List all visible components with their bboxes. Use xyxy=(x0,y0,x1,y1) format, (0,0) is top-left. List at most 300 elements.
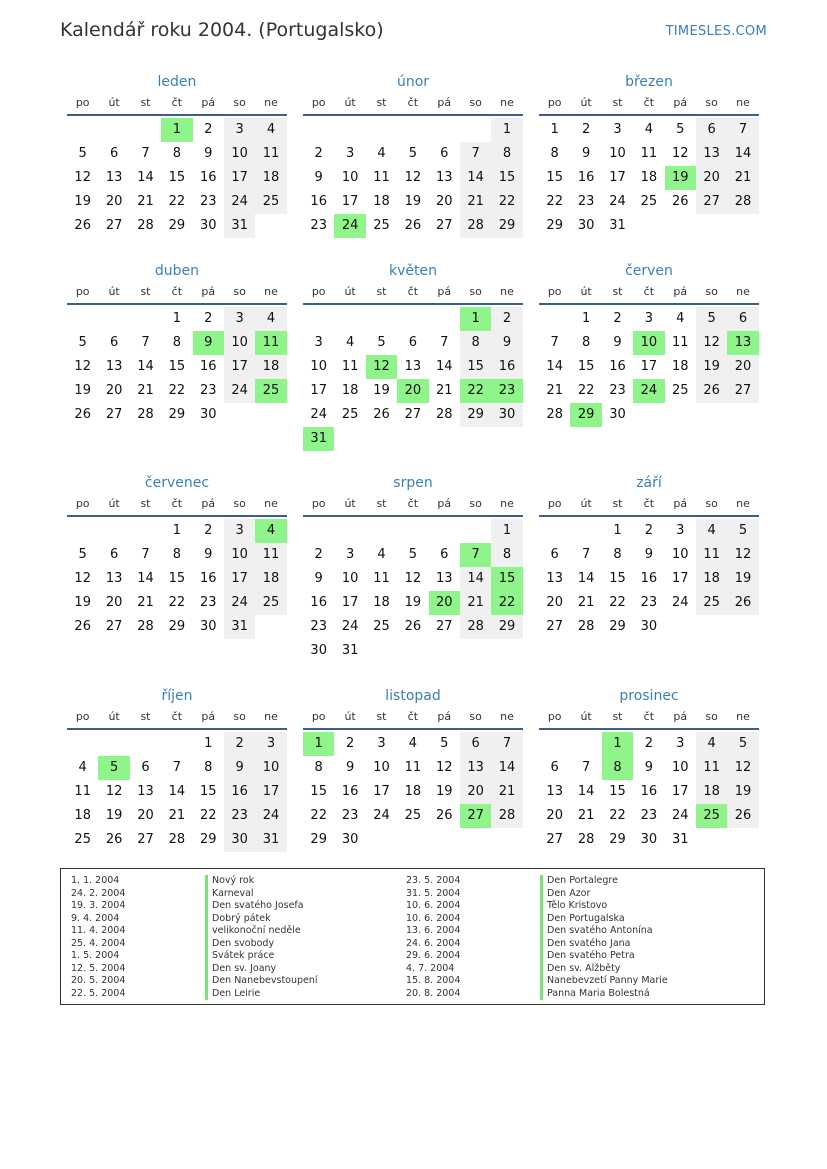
day-cell[interactable]: 3 xyxy=(613,122,622,137)
day-cell[interactable]: 14 xyxy=(546,359,563,374)
day-cell[interactable]: 23 xyxy=(577,194,595,209)
day-cell[interactable]: 2 xyxy=(224,732,255,756)
day-cell[interactable]: 10 xyxy=(224,331,255,355)
day-cell[interactable]: 17 xyxy=(255,780,286,804)
day-cell[interactable]: 28 xyxy=(137,619,154,634)
day-cell[interactable]: 5 xyxy=(440,736,449,751)
day-cell[interactable]: 31 xyxy=(609,218,626,233)
day-cell[interactable]: 5 xyxy=(78,335,87,350)
day-cell[interactable]: 23 xyxy=(310,218,327,233)
day-cell[interactable]: 21 xyxy=(577,595,595,610)
day-cell[interactable]: 14 xyxy=(577,571,595,586)
day-cell[interactable]: 7 xyxy=(141,547,150,562)
day-cell[interactable]: 20 xyxy=(546,595,563,610)
holiday-day-cell[interactable]: 1 xyxy=(161,118,192,142)
day-cell[interactable]: 11 xyxy=(74,784,91,799)
day-cell[interactable]: 13 xyxy=(460,756,491,780)
day-cell[interactable]: 26 xyxy=(404,218,422,233)
day-cell[interactable]: 21 xyxy=(435,383,453,398)
day-cell[interactable]: 5 xyxy=(676,122,685,137)
day-cell[interactable]: 2 xyxy=(345,736,355,751)
day-cell[interactable]: 26 xyxy=(727,804,758,828)
day-cell[interactable]: 7 xyxy=(581,760,591,775)
day-cell[interactable]: 4 xyxy=(644,122,653,137)
day-cell[interactable]: 21 xyxy=(491,780,522,804)
holiday-day-cell[interactable]: 20 xyxy=(397,379,428,403)
day-cell[interactable]: 14 xyxy=(460,567,491,591)
day-cell[interactable]: 12 xyxy=(404,170,422,185)
day-cell[interactable]: 26 xyxy=(74,407,91,422)
day-cell[interactable]: 14 xyxy=(168,784,186,799)
day-cell[interactable]: 13 xyxy=(696,142,727,166)
holiday-day-cell[interactable]: 10 xyxy=(633,331,664,355)
day-cell[interactable]: 29 xyxy=(310,832,327,847)
day-cell[interactable]: 27 xyxy=(105,407,123,422)
day-cell[interactable]: 15 xyxy=(310,784,327,799)
day-cell[interactable]: 30 xyxy=(577,218,595,233)
day-cell[interactable]: 3 xyxy=(224,519,255,543)
day-cell[interactable]: 5 xyxy=(78,547,87,562)
day-cell[interactable]: 11 xyxy=(255,543,286,567)
holiday-day-cell[interactable]: 13 xyxy=(727,331,758,355)
day-cell[interactable]: 29 xyxy=(491,214,522,238)
day-cell[interactable]: 2 xyxy=(644,736,653,751)
day-cell[interactable]: 2 xyxy=(581,122,591,137)
holiday-day-cell[interactable]: 27 xyxy=(460,804,491,828)
day-cell[interactable]: 27 xyxy=(404,407,422,422)
day-cell[interactable]: 6 xyxy=(550,547,559,562)
day-cell[interactable]: 30 xyxy=(491,403,522,427)
holiday-day-cell[interactable]: 25 xyxy=(255,379,286,403)
day-cell[interactable]: 4 xyxy=(408,736,417,751)
day-cell[interactable]: 31 xyxy=(224,214,255,238)
day-cell[interactable]: 29 xyxy=(460,403,491,427)
day-cell[interactable]: 16 xyxy=(199,170,217,185)
day-cell[interactable]: 17 xyxy=(609,170,626,185)
day-cell[interactable]: 30 xyxy=(640,619,658,634)
day-cell[interactable]: 25 xyxy=(696,591,727,615)
holiday-day-cell[interactable]: 8 xyxy=(602,756,633,780)
day-cell[interactable]: 21 xyxy=(546,383,563,398)
day-cell[interactable]: 6 xyxy=(109,547,119,562)
day-cell[interactable]: 4 xyxy=(377,146,386,161)
day-cell[interactable]: 6 xyxy=(460,732,491,756)
day-cell[interactable]: 13 xyxy=(105,170,123,185)
day-cell[interactable]: 18 xyxy=(373,194,390,209)
day-cell[interactable]: 1 xyxy=(581,311,591,326)
day-cell[interactable]: 16 xyxy=(199,359,217,374)
day-cell[interactable]: 12 xyxy=(74,571,91,586)
day-cell[interactable]: 24 xyxy=(373,808,390,823)
day-cell[interactable]: 4 xyxy=(78,760,87,775)
day-cell[interactable]: 26 xyxy=(696,379,727,403)
holiday-day-cell[interactable]: 15 xyxy=(491,567,522,591)
day-cell[interactable]: 17 xyxy=(224,567,255,591)
day-cell[interactable]: 4 xyxy=(696,519,727,543)
day-cell[interactable]: 7 xyxy=(491,732,522,756)
day-cell[interactable]: 27 xyxy=(727,379,758,403)
day-cell[interactable]: 16 xyxy=(491,355,522,379)
day-cell[interactable]: 29 xyxy=(199,832,217,847)
day-cell[interactable]: 17 xyxy=(310,383,327,398)
day-cell[interactable]: 24 xyxy=(224,379,255,403)
day-cell[interactable]: 2 xyxy=(204,122,213,137)
day-cell[interactable]: 29 xyxy=(168,407,186,422)
holiday-day-cell[interactable]: 22 xyxy=(460,379,491,403)
day-cell[interactable]: 20 xyxy=(435,194,453,209)
day-cell[interactable]: 9 xyxy=(644,760,653,775)
day-cell[interactable]: 19 xyxy=(74,194,91,209)
day-cell[interactable]: 2 xyxy=(314,547,323,562)
day-cell[interactable]: 10 xyxy=(671,760,689,775)
day-cell[interactable]: 9 xyxy=(314,170,323,185)
day-cell[interactable]: 17 xyxy=(341,194,359,209)
day-cell[interactable]: 5 xyxy=(727,732,758,756)
day-cell[interactable]: 18 xyxy=(696,567,727,591)
day-cell[interactable]: 7 xyxy=(141,335,150,350)
day-cell[interactable]: 8 xyxy=(172,146,181,161)
day-cell[interactable]: 23 xyxy=(199,194,217,209)
day-cell[interactable]: 8 xyxy=(172,547,181,562)
holiday-day-cell[interactable]: 22 xyxy=(491,591,522,615)
day-cell[interactable]: 30 xyxy=(310,643,327,658)
day-cell[interactable]: 1 xyxy=(491,519,522,543)
day-cell[interactable]: 23 xyxy=(640,595,658,610)
day-cell[interactable]: 28 xyxy=(435,407,453,422)
day-cell[interactable]: 19 xyxy=(74,383,91,398)
day-cell[interactable]: 7 xyxy=(141,146,150,161)
day-cell[interactable]: 2 xyxy=(314,146,323,161)
day-cell[interactable]: 3 xyxy=(345,547,355,562)
day-cell[interactable]: 12 xyxy=(727,543,758,567)
day-cell[interactable]: 24 xyxy=(671,808,689,823)
day-cell[interactable]: 27 xyxy=(546,832,563,847)
day-cell[interactable]: 3 xyxy=(314,335,323,350)
day-cell[interactable]: 11 xyxy=(696,756,727,780)
day-cell[interactable]: 13 xyxy=(105,571,123,586)
day-cell[interactable]: 28 xyxy=(577,832,595,847)
day-cell[interactable]: 23 xyxy=(341,808,359,823)
day-cell[interactable]: 28 xyxy=(546,407,563,422)
day-cell[interactable]: 27 xyxy=(435,619,453,634)
day-cell[interactable]: 4 xyxy=(377,547,386,562)
day-cell[interactable]: 9 xyxy=(491,331,522,355)
day-cell[interactable]: 19 xyxy=(105,808,123,823)
day-cell[interactable]: 22 xyxy=(199,808,217,823)
day-cell[interactable]: 29 xyxy=(168,619,186,634)
day-cell[interactable]: 8 xyxy=(581,335,591,350)
day-cell[interactable]: 23 xyxy=(199,595,217,610)
day-cell[interactable]: 21 xyxy=(727,166,758,190)
day-cell[interactable]: 17 xyxy=(671,571,689,586)
day-cell[interactable]: 14 xyxy=(460,166,491,190)
day-cell[interactable]: 18 xyxy=(696,780,727,804)
holiday-day-cell[interactable]: 31 xyxy=(303,427,334,451)
day-cell[interactable]: 12 xyxy=(435,760,453,775)
day-cell[interactable]: 25 xyxy=(373,619,390,634)
day-cell[interactable]: 23 xyxy=(640,808,658,823)
day-cell[interactable]: 25 xyxy=(255,591,286,615)
day-cell[interactable]: 9 xyxy=(314,571,323,586)
day-cell[interactable]: 28 xyxy=(137,218,154,233)
day-cell[interactable]: 19 xyxy=(727,567,758,591)
day-cell[interactable]: 9 xyxy=(345,760,355,775)
day-cell[interactable]: 12 xyxy=(74,359,91,374)
day-cell[interactable]: 6 xyxy=(141,760,150,775)
day-cell[interactable]: 22 xyxy=(310,808,327,823)
day-cell[interactable]: 1 xyxy=(491,118,522,142)
day-cell[interactable]: 14 xyxy=(137,170,154,185)
day-cell[interactable]: 20 xyxy=(105,595,123,610)
day-cell[interactable]: 25 xyxy=(341,407,359,422)
day-cell[interactable]: 12 xyxy=(671,146,689,161)
day-cell[interactable]: 22 xyxy=(609,595,626,610)
day-cell[interactable]: 10 xyxy=(224,543,255,567)
day-cell[interactable]: 17 xyxy=(671,784,689,799)
day-cell[interactable]: 6 xyxy=(550,760,559,775)
holiday-day-cell[interactable]: 25 xyxy=(696,804,727,828)
day-cell[interactable]: 16 xyxy=(310,595,327,610)
day-cell[interactable]: 3 xyxy=(676,736,685,751)
day-cell[interactable]: 10 xyxy=(310,359,327,374)
day-cell[interactable]: 17 xyxy=(640,359,658,374)
day-cell[interactable]: 27 xyxy=(105,619,123,634)
day-cell[interactable]: 22 xyxy=(491,190,522,214)
day-cell[interactable]: 18 xyxy=(404,784,422,799)
day-cell[interactable]: 13 xyxy=(546,784,563,799)
day-cell[interactable]: 2 xyxy=(613,311,622,326)
day-cell[interactable]: 14 xyxy=(727,142,758,166)
day-cell[interactable]: 10 xyxy=(255,756,286,780)
day-cell[interactable]: 27 xyxy=(105,218,123,233)
day-cell[interactable]: 13 xyxy=(404,359,422,374)
day-cell[interactable]: 10 xyxy=(671,547,689,562)
day-cell[interactable]: 6 xyxy=(696,118,727,142)
day-cell[interactable]: 9 xyxy=(204,146,213,161)
day-cell[interactable]: 29 xyxy=(546,218,563,233)
day-cell[interactable]: 28 xyxy=(727,190,758,214)
holiday-day-cell[interactable]: 19 xyxy=(665,166,696,190)
day-cell[interactable]: 12 xyxy=(696,331,727,355)
day-cell[interactable]: 31 xyxy=(341,643,359,658)
day-cell[interactable]: 20 xyxy=(460,780,491,804)
day-cell[interactable]: 16 xyxy=(224,780,255,804)
day-cell[interactable]: 4 xyxy=(676,311,685,326)
day-cell[interactable]: 5 xyxy=(78,146,87,161)
day-cell[interactable]: 13 xyxy=(105,359,123,374)
day-cell[interactable]: 26 xyxy=(105,832,123,847)
day-cell[interactable]: 17 xyxy=(341,595,359,610)
day-cell[interactable]: 11 xyxy=(373,170,390,185)
day-cell[interactable]: 21 xyxy=(168,808,186,823)
day-cell[interactable]: 5 xyxy=(408,547,417,562)
day-cell[interactable]: 19 xyxy=(373,383,390,398)
day-cell[interactable]: 26 xyxy=(373,407,390,422)
holiday-day-cell[interactable]: 1 xyxy=(460,307,491,331)
day-cell[interactable]: 29 xyxy=(609,619,626,634)
day-cell[interactable]: 6 xyxy=(408,335,417,350)
day-cell[interactable]: 16 xyxy=(199,571,217,586)
day-cell[interactable]: 13 xyxy=(435,571,453,586)
day-cell[interactable]: 11 xyxy=(696,543,727,567)
day-cell[interactable]: 2 xyxy=(644,523,653,538)
day-cell[interactable]: 22 xyxy=(546,194,563,209)
day-cell[interactable]: 15 xyxy=(168,359,186,374)
day-cell[interactable]: 29 xyxy=(491,615,522,639)
day-cell[interactable]: 30 xyxy=(199,619,217,634)
day-cell[interactable]: 26 xyxy=(74,619,91,634)
day-cell[interactable]: 11 xyxy=(671,335,689,350)
day-cell[interactable]: 12 xyxy=(727,756,758,780)
day-cell[interactable]: 8 xyxy=(491,142,522,166)
day-cell[interactable]: 4 xyxy=(255,307,286,331)
holiday-day-cell[interactable]: 23 xyxy=(491,379,522,403)
day-cell[interactable]: 30 xyxy=(609,407,626,422)
day-cell[interactable]: 23 xyxy=(224,804,255,828)
holiday-day-cell[interactable]: 5 xyxy=(98,756,129,780)
day-cell[interactable]: 29 xyxy=(168,218,186,233)
day-cell[interactable]: 2 xyxy=(204,311,213,326)
day-cell[interactable]: 15 xyxy=(199,784,217,799)
day-cell[interactable]: 25 xyxy=(255,190,286,214)
day-cell[interactable]: 25 xyxy=(74,832,91,847)
day-cell[interactable]: 15 xyxy=(168,170,186,185)
day-cell[interactable]: 15 xyxy=(609,571,626,586)
day-cell[interactable]: 18 xyxy=(373,595,390,610)
day-cell[interactable]: 31 xyxy=(224,615,255,639)
day-cell[interactable]: 20 xyxy=(727,355,758,379)
day-cell[interactable]: 28 xyxy=(491,804,522,828)
holiday-day-cell[interactable]: 9 xyxy=(193,331,224,355)
holiday-day-cell[interactable]: 12 xyxy=(366,355,397,379)
holiday-day-cell[interactable]: 11 xyxy=(255,331,286,355)
day-cell[interactable]: 30 xyxy=(199,407,217,422)
day-cell[interactable]: 15 xyxy=(491,166,522,190)
day-cell[interactable]: 16 xyxy=(341,784,359,799)
day-cell[interactable]: 31 xyxy=(255,828,286,852)
day-cell[interactable]: 9 xyxy=(224,756,255,780)
day-cell[interactable]: 1 xyxy=(613,523,622,538)
day-cell[interactable]: 23 xyxy=(609,383,626,398)
day-cell[interactable]: 10 xyxy=(341,571,359,586)
day-cell[interactable]: 22 xyxy=(168,595,186,610)
day-cell[interactable]: 20 xyxy=(137,808,154,823)
day-cell[interactable]: 28 xyxy=(577,619,595,634)
day-cell[interactable]: 23 xyxy=(310,619,327,634)
day-cell[interactable]: 14 xyxy=(577,784,595,799)
day-cell[interactable]: 20 xyxy=(696,166,727,190)
day-cell[interactable]: 23 xyxy=(199,383,217,398)
day-cell[interactable]: 5 xyxy=(727,519,758,543)
holiday-day-cell[interactable]: 24 xyxy=(334,214,365,238)
day-cell[interactable]: 4 xyxy=(345,335,355,350)
day-cell[interactable]: 7 xyxy=(172,760,181,775)
day-cell[interactable]: 21 xyxy=(460,591,491,615)
day-cell[interactable]: 16 xyxy=(640,784,658,799)
day-cell[interactable]: 10 xyxy=(224,142,255,166)
day-cell[interactable]: 21 xyxy=(577,808,595,823)
day-cell[interactable]: 9 xyxy=(613,335,622,350)
day-cell[interactable]: 20 xyxy=(105,194,123,209)
day-cell[interactable]: 8 xyxy=(314,760,323,775)
day-cell[interactable]: 5 xyxy=(408,146,417,161)
day-cell[interactable]: 21 xyxy=(137,595,154,610)
day-cell[interactable]: 10 xyxy=(341,170,359,185)
day-cell[interactable]: 21 xyxy=(460,190,491,214)
day-cell[interactable]: 21 xyxy=(137,194,154,209)
day-cell[interactable]: 24 xyxy=(224,591,255,615)
day-cell[interactable]: 30 xyxy=(224,828,255,852)
day-cell[interactable]: 24 xyxy=(255,804,286,828)
day-cell[interactable]: 3 xyxy=(224,118,255,142)
day-cell[interactable]: 16 xyxy=(640,571,658,586)
day-cell[interactable]: 28 xyxy=(460,214,491,238)
day-cell[interactable]: 11 xyxy=(640,146,658,161)
day-cell[interactable]: 14 xyxy=(435,359,453,374)
day-cell[interactable]: 1 xyxy=(172,523,181,538)
day-cell[interactable]: 20 xyxy=(105,383,123,398)
day-cell[interactable]: 5 xyxy=(696,307,727,331)
day-cell[interactable]: 11 xyxy=(341,359,359,374)
day-cell[interactable]: 24 xyxy=(341,619,359,634)
day-cell[interactable]: 26 xyxy=(74,218,91,233)
day-cell[interactable]: 24 xyxy=(224,190,255,214)
day-cell[interactable]: 27 xyxy=(546,619,563,634)
day-cell[interactable]: 19 xyxy=(404,194,422,209)
day-cell[interactable]: 4 xyxy=(696,732,727,756)
day-cell[interactable]: 11 xyxy=(255,142,286,166)
day-cell[interactable]: 8 xyxy=(460,331,491,355)
day-cell[interactable]: 21 xyxy=(137,383,154,398)
day-cell[interactable]: 3 xyxy=(224,307,255,331)
day-cell[interactable]: 7 xyxy=(727,118,758,142)
holiday-day-cell[interactable]: 29 xyxy=(570,403,601,427)
day-cell[interactable]: 3 xyxy=(676,523,685,538)
day-cell[interactable]: 8 xyxy=(550,146,559,161)
day-cell[interactable]: 27 xyxy=(435,218,453,233)
holiday-day-cell[interactable]: 1 xyxy=(602,732,633,756)
day-cell[interactable]: 9 xyxy=(644,547,653,562)
day-cell[interactable]: 20 xyxy=(546,808,563,823)
day-cell[interactable]: 12 xyxy=(74,170,91,185)
day-cell[interactable]: 24 xyxy=(671,595,689,610)
day-cell[interactable]: 30 xyxy=(341,832,359,847)
day-cell[interactable]: 3 xyxy=(255,732,286,756)
day-cell[interactable]: 13 xyxy=(435,170,453,185)
holiday-day-cell[interactable]: 4 xyxy=(255,519,286,543)
day-cell[interactable]: 1 xyxy=(172,311,181,326)
day-cell[interactable]: 22 xyxy=(577,383,595,398)
day-cell[interactable]: 26 xyxy=(404,619,422,634)
day-cell[interactable]: 27 xyxy=(137,832,154,847)
day-cell[interactable]: 24 xyxy=(310,407,327,422)
day-cell[interactable]: 22 xyxy=(168,194,186,209)
day-cell[interactable]: 18 xyxy=(671,359,689,374)
holiday-day-cell[interactable]: 20 xyxy=(429,591,460,615)
day-cell[interactable]: 9 xyxy=(581,146,591,161)
day-cell[interactable]: 18 xyxy=(341,383,359,398)
day-cell[interactable]: 6 xyxy=(727,307,758,331)
day-cell[interactable]: 7 xyxy=(550,335,559,350)
day-cell[interactable]: 19 xyxy=(404,595,422,610)
day-cell[interactable]: 25 xyxy=(640,194,658,209)
day-cell[interactable]: 12 xyxy=(404,571,422,586)
day-cell[interactable]: 22 xyxy=(609,808,626,823)
day-cell[interactable]: 1 xyxy=(204,736,213,751)
day-cell[interactable]: 27 xyxy=(696,190,727,214)
day-cell[interactable]: 1 xyxy=(550,122,559,137)
day-cell[interactable]: 6 xyxy=(440,547,449,562)
